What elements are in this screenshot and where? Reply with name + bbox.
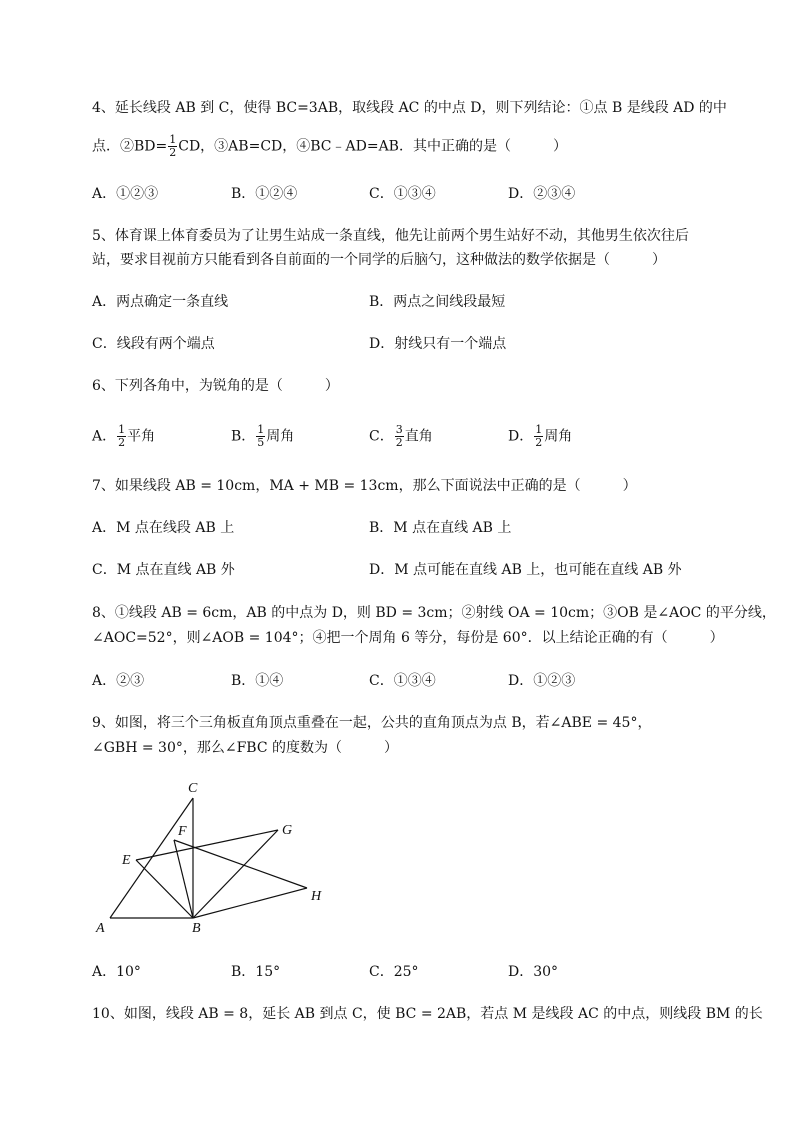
q5-option-c: C．线段有两个端点 [92,336,215,352]
line-eb [136,860,193,918]
label-g: G [282,823,293,838]
label-h: H [311,889,322,904]
q9-option-b: B．15° [231,964,281,980]
q5-text-line2: 站，要求目视前方只能看到各自前面的一个同学的后脑勺，这种做法的数学依据是（ ） [92,252,666,268]
q6-option-a-den: 2 [118,436,126,449]
q6-option-a-prefix: A． [92,428,117,445]
q9-option-d: D．30° [508,964,559,980]
q8-option-a: A．②③ [92,673,145,689]
q6-option-d-den: 2 [535,436,543,449]
q6-option-a [92,424,155,449]
q4-option-a: A．①②③ [92,186,159,202]
q8-option-c: C．①③④ [369,673,436,689]
q6-option-d-num: 1 [535,423,543,436]
q6-option-c-num: 3 [395,423,403,436]
q5-option-a: A．两点确定一条直线 [92,294,229,310]
q10-text-line1: 10、如图，线段 AB = 8，延长 AB 到点 C，使 BC = 2AB，若点 M 是线段 AC 的中点，则线段 BM 的长 [92,1006,763,1022]
q9-option-a: A．10° [92,964,141,980]
label-b: B [192,921,201,936]
q5-option-d: D．射线只有一个端点 [369,336,507,352]
q6-option-d-suffix: 周角 [544,428,573,445]
q9-text-line1: 9、如图，将三个三角板直角顶点重叠在一起，公共的直角顶点为点 B，若∠ABE = 45°， [92,715,652,731]
line-fb [174,840,193,918]
line-fh [174,840,307,888]
q6-option-c-suffix: 直角 [404,428,433,445]
q6-option-a-num: 1 [118,423,126,436]
q9-figure-lines [110,798,307,918]
q7-option-c: C．M 点在直线 AB 外 [92,562,235,578]
label-a: A [96,921,105,936]
q7-option-d: D．M 点可能在直线 AB 上，也可能在直线 AB 外 [369,562,682,578]
line-gb [193,830,278,918]
q6-option-b-fraction [256,424,265,449]
q7-text-line1: 7、如果线段 AB = 10cm，MA + MB = 13cm，那么下面说法中正确的是（ ） [92,478,637,494]
line-hb [193,888,307,918]
label-f: F [178,824,187,839]
q6-option-b-prefix: B． [231,428,256,445]
label-c: C [188,781,198,796]
q6-option-a-suffix: 平角 [127,428,156,445]
q6-option-c-fraction [395,424,404,449]
q6-option-d-prefix: D． [508,428,534,445]
q4-option-d: D．②③④ [508,186,576,202]
q6-text-line1: 6、下列各角中，为锐角的是（ ） [92,378,339,394]
q5-text-line1: 5、体育课上体育委员为了让男生站成一条直线，他先让前两个男生站好不动，其他男生依次往后 [92,228,689,244]
q8-option-b: B．①④ [231,673,284,689]
q4-text-line2 [92,134,567,159]
q4-option-c: C．①③④ [369,186,436,202]
q7-option-a: A．M 点在线段 AB 上 [92,520,235,536]
q4-fraction-den: 2 [169,146,177,159]
q9-option-c: C．25° [369,964,419,980]
q6-option-c-den: 2 [395,436,403,449]
q6-option-d-fraction [534,424,543,449]
q6-option-d [508,424,572,449]
q7-option-b: B．M 点在直线 AB 上 [369,520,512,536]
q4-fraction-num: 1 [169,133,177,146]
q5-option-b: B．两点之间线段最短 [369,294,506,310]
q6-option-c [369,424,433,449]
q6-option-b [231,424,294,449]
label-e: E [122,853,131,868]
q6-option-b-num: 1 [257,423,265,436]
q8-text-line1: 8、①线段 AB = 6cm，AB 的中点为 D，则 BD = 3cm；②射线 OA = 10cm；③OB 是∠AOC 的平分线， [92,605,776,621]
q4-line2-post: CD，③AB=CD，④BC﹣AD=AB．其中正确的是（ ） [178,138,567,155]
q4-fraction [168,134,177,159]
q6-option-c-prefix: C． [369,428,394,445]
q8-option-d: D．①②③ [508,673,576,689]
q4-text-line1: 4、延长线段 AB 到 C，使得 BC=3AB，取线段 AC 的中点 D，则下列结论：①点 B 是线段 AD 的中 [92,100,727,116]
q6-option-a-fraction [117,424,126,449]
q9-triangle-figure [92,778,342,938]
line-eg [136,830,278,860]
q9-text-line2: ∠GBH = 30°，那么∠FBC 的度数为（ ） [92,740,399,756]
q6-option-b-suffix: 周角 [266,428,295,445]
q8-text-line2: ∠AOC=52°，则∠AOB = 104°；④把一个周角 6 等分，每份是 60°．以上结论正确的有（ ） [92,630,724,646]
q4-option-b: B．①②④ [231,186,298,202]
q4-line2-pre: 点．②BD= [92,138,168,155]
q6-option-b-den: 5 [257,436,265,449]
